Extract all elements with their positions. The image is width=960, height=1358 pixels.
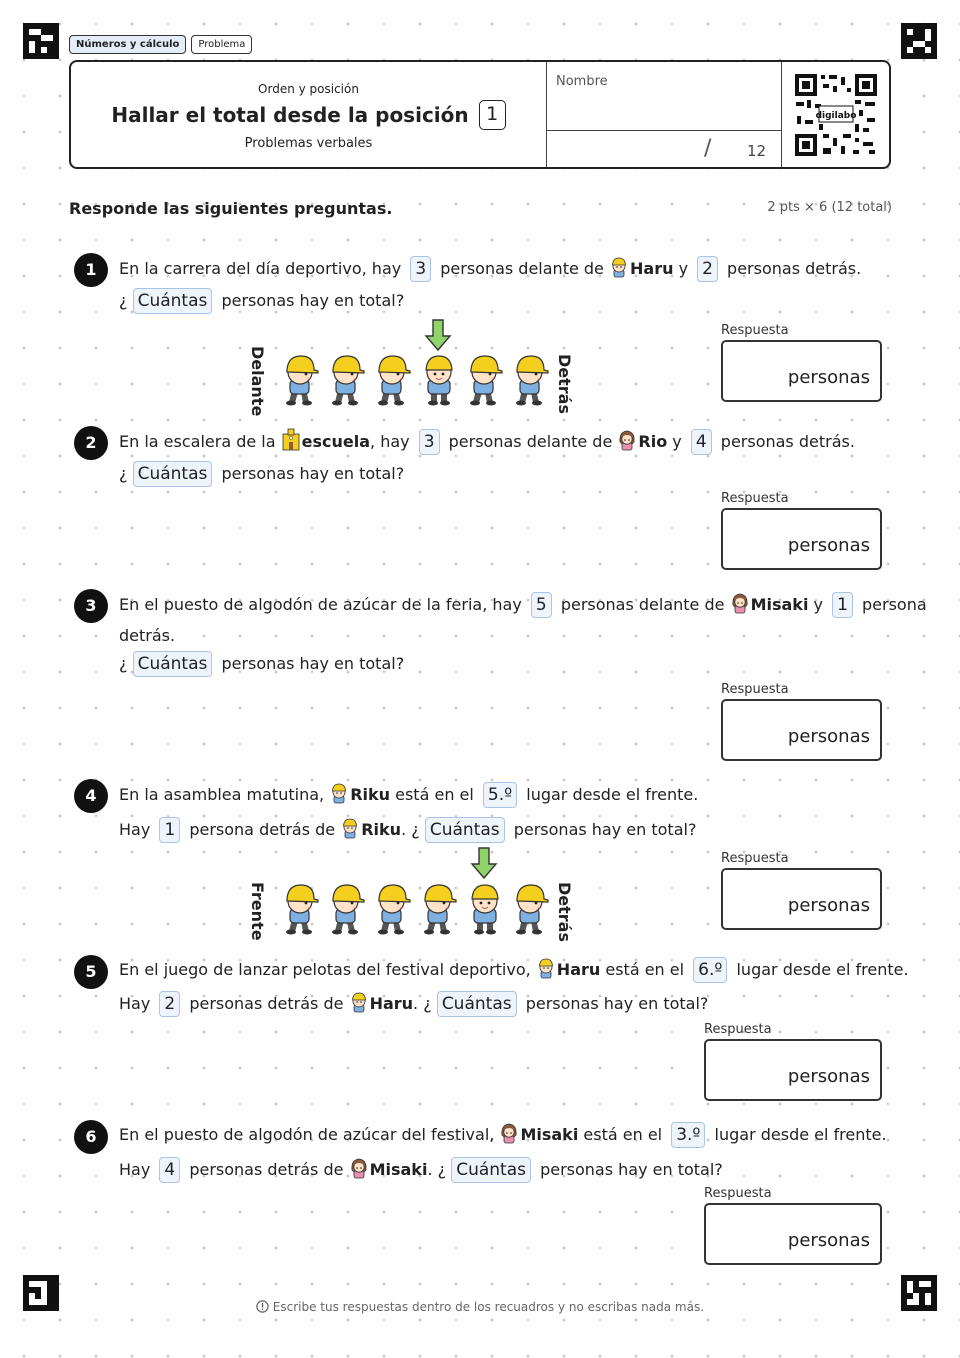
question-2-line-2 xyxy=(119,461,404,487)
question-text: Hay xyxy=(119,994,151,1013)
school-icon xyxy=(281,428,301,452)
question-text: En el puesto de algodón de azúcar de la feria, hay xyxy=(119,595,522,614)
girl-avatar-icon xyxy=(349,1156,369,1180)
question-text: , hay xyxy=(370,432,410,451)
character-name: Riku xyxy=(361,820,402,839)
question-text: personas hay en total? xyxy=(540,1160,723,1179)
question-text: y xyxy=(813,595,823,614)
question-text: . ¿ xyxy=(413,994,432,1013)
question-text: personas detrás. xyxy=(727,259,862,278)
worksheet-title-text: Hallar el total desde la posición xyxy=(111,103,469,127)
question-text: personas detrás de xyxy=(189,1160,344,1179)
question-text: y xyxy=(678,259,689,278)
question-text: ¿ xyxy=(119,654,128,673)
keyword-box: Cuántas xyxy=(437,991,517,1017)
front-label: Frente xyxy=(248,882,267,941)
question-3-line-2 xyxy=(119,624,175,648)
question-text: En el juego de lanzar pelotas del festival deportivo, xyxy=(119,960,531,979)
question-text: lugar desde el frente. xyxy=(526,785,699,804)
name-divider xyxy=(547,130,781,131)
question-text: lugar desde el frente. xyxy=(714,1125,887,1144)
question-text: personas detrás. xyxy=(720,432,855,451)
question-text: ¿ xyxy=(119,464,128,483)
info-icon xyxy=(256,1300,269,1313)
character-name: Misaki xyxy=(369,1160,428,1179)
answer-label: Respuesta xyxy=(704,1022,772,1037)
answer-unit: personas xyxy=(787,895,870,916)
child-figure-icon xyxy=(278,350,324,408)
points-info: 2 pts × 6 (12 total) xyxy=(767,200,892,215)
name-field[interactable] xyxy=(546,62,782,167)
number-box: 1 xyxy=(159,817,180,843)
character-name: Misaki xyxy=(520,1125,579,1144)
position-box: 6.º xyxy=(693,957,727,983)
child-front-figure-icon xyxy=(462,879,508,937)
question-text: En la escalera de la xyxy=(119,432,276,451)
score-slash: / xyxy=(704,136,712,161)
instructions: Responde las siguientes preguntas. xyxy=(69,199,393,218)
girl-avatar-icon xyxy=(617,428,637,452)
answer-box-1[interactable] xyxy=(721,340,882,402)
character-name: Misaki xyxy=(750,595,809,614)
back-label: Detrás xyxy=(555,882,574,942)
worksheet-header xyxy=(69,60,891,169)
number-box: 4 xyxy=(691,429,712,455)
question-3-line-1 xyxy=(119,591,927,618)
answer-box-2[interactable] xyxy=(721,508,882,570)
question-text: Hay xyxy=(119,820,151,839)
answer-label: Respuesta xyxy=(704,1186,772,1201)
question-1-line-2 xyxy=(119,288,404,314)
kids-row-4 xyxy=(278,879,554,937)
worksheet-title xyxy=(71,100,546,130)
child-figure-icon xyxy=(416,879,462,937)
answer-label: Respuesta xyxy=(721,491,789,506)
question-6-line-2 xyxy=(119,1156,723,1183)
boy-avatar-icon xyxy=(349,990,369,1014)
front-label: Delante xyxy=(248,346,267,417)
question-number: 5 xyxy=(74,955,108,989)
keyword-box: Cuántas xyxy=(425,817,505,843)
question-6-line-1 xyxy=(119,1121,887,1148)
name-label: Nombre xyxy=(556,74,608,89)
question-4-line-1 xyxy=(119,781,698,808)
child-figure-icon xyxy=(278,879,324,937)
answer-box-4[interactable] xyxy=(721,868,882,930)
footer-note xyxy=(0,1300,960,1314)
number-box: 3 xyxy=(410,256,431,282)
question-text: En la carrera del día deportivo, hay xyxy=(119,259,402,278)
keyword-box: Cuántas xyxy=(133,288,213,314)
question-text: detrás. xyxy=(119,626,176,645)
number-box: 3 xyxy=(419,429,440,455)
boy-avatar-icon xyxy=(609,255,629,279)
footer-text: Escribe tus respuestas dentro de los recuadros y no escribas nada más. xyxy=(272,1300,705,1314)
answer-label: Respuesta xyxy=(721,682,789,697)
character-name: Haru xyxy=(630,259,674,278)
worksheet-number: 1 xyxy=(479,100,506,130)
down-arrow-icon xyxy=(470,846,498,880)
question-text: lugar desde el frente. xyxy=(736,960,909,979)
question-number: 1 xyxy=(74,253,108,287)
tag-subject: Números y cálculo xyxy=(69,35,186,54)
question-text: . ¿ xyxy=(401,820,420,839)
character-name: Rio xyxy=(638,432,668,451)
keyword-box: Cuántas xyxy=(133,461,213,487)
kids-row-1 xyxy=(278,350,554,408)
question-text: está en el xyxy=(395,785,474,804)
boy-avatar-icon xyxy=(340,816,360,840)
back-label: Detrás xyxy=(555,354,574,414)
tag-type: Problema xyxy=(191,35,252,54)
qr-code-icon xyxy=(793,72,879,158)
question-3-line-3 xyxy=(119,651,404,677)
down-arrow-icon xyxy=(424,318,452,352)
score-total: 12 xyxy=(747,142,767,160)
question-4-line-2 xyxy=(119,816,696,843)
child-figure-icon xyxy=(462,350,508,408)
boy-avatar-icon xyxy=(329,781,349,805)
question-text: está en el xyxy=(583,1125,663,1144)
question-text: persona xyxy=(862,595,927,614)
answer-unit: personas xyxy=(787,535,870,556)
question-text: y xyxy=(672,432,682,451)
answer-label: Respuesta xyxy=(721,323,789,338)
question-text: personas delante de xyxy=(560,595,725,614)
question-text: está en el xyxy=(605,960,685,979)
character-name: Haru xyxy=(369,994,414,1013)
corner-marker-top-left-icon xyxy=(23,23,59,59)
child-figure-icon xyxy=(370,879,416,937)
question-text: persona detrás de xyxy=(189,820,336,839)
child-figure-icon xyxy=(508,879,554,937)
corner-marker-top-right-icon xyxy=(901,23,937,59)
question-text: personas delante de xyxy=(448,432,613,451)
question-text: . ¿ xyxy=(427,1160,447,1179)
question-number: 2 xyxy=(74,426,108,460)
answer-unit: personas xyxy=(787,1066,870,1087)
child-figure-icon xyxy=(508,350,554,408)
answer-unit: personas xyxy=(787,726,870,747)
answer-label: Respuesta xyxy=(721,851,789,866)
question-text: En la asamblea matutina, xyxy=(119,785,325,804)
tag-list xyxy=(69,35,252,54)
keyword-box: Cuántas xyxy=(451,1157,531,1183)
number-box: 1 xyxy=(832,592,853,618)
boy-avatar-icon xyxy=(536,956,556,980)
question-text: personas hay en total? xyxy=(513,820,697,839)
child-figure-icon xyxy=(324,879,370,937)
place-name: escuela xyxy=(301,432,371,451)
question-text: personas hay en total? xyxy=(221,654,405,673)
question-text: ¿ xyxy=(119,291,128,310)
worksheet-category: Problemas verbales xyxy=(244,136,373,151)
character-name: Riku xyxy=(350,785,391,804)
answer-box-3[interactable] xyxy=(721,699,882,761)
question-number: 3 xyxy=(74,589,108,623)
answer-box-6[interactable] xyxy=(704,1203,882,1265)
number-box: 5 xyxy=(531,592,552,618)
question-text: personas detrás de xyxy=(189,994,344,1013)
position-box: 3.º xyxy=(671,1122,705,1148)
position-box: 5.º xyxy=(483,782,517,808)
question-number: 6 xyxy=(74,1120,108,1154)
number-box: 2 xyxy=(697,256,718,282)
character-name: Haru xyxy=(556,960,601,979)
child-figure-icon xyxy=(370,350,416,408)
question-number: 4 xyxy=(74,779,108,813)
question-text: personas delante de xyxy=(440,259,604,278)
child-front-figure-icon xyxy=(416,350,462,408)
answer-unit: personas xyxy=(787,367,870,388)
question-text: Hay xyxy=(119,1160,151,1179)
question-text: personas hay en total? xyxy=(221,291,405,310)
girl-avatar-icon xyxy=(730,591,750,615)
question-text: personas hay en total? xyxy=(221,464,405,483)
child-figure-icon xyxy=(324,350,370,408)
question-text: En el puesto de algodón de azúcar del festival, xyxy=(119,1125,495,1144)
question-5-line-2 xyxy=(119,990,708,1017)
number-box: 2 xyxy=(159,991,180,1017)
question-text: personas hay en total? xyxy=(525,994,709,1013)
girl-avatar-icon xyxy=(499,1121,519,1145)
answer-box-5[interactable] xyxy=(704,1039,882,1101)
worksheet-subtitle: Orden y posición xyxy=(258,82,359,96)
number-box: 4 xyxy=(159,1157,180,1183)
title-block xyxy=(71,62,546,167)
question-5-line-1 xyxy=(119,956,909,983)
question-2-line-1 xyxy=(119,428,855,455)
qr-label: digilabo xyxy=(815,111,857,121)
answer-unit: personas xyxy=(787,1230,870,1251)
keyword-box: Cuántas xyxy=(133,651,213,677)
question-1-line-1 xyxy=(119,255,861,282)
